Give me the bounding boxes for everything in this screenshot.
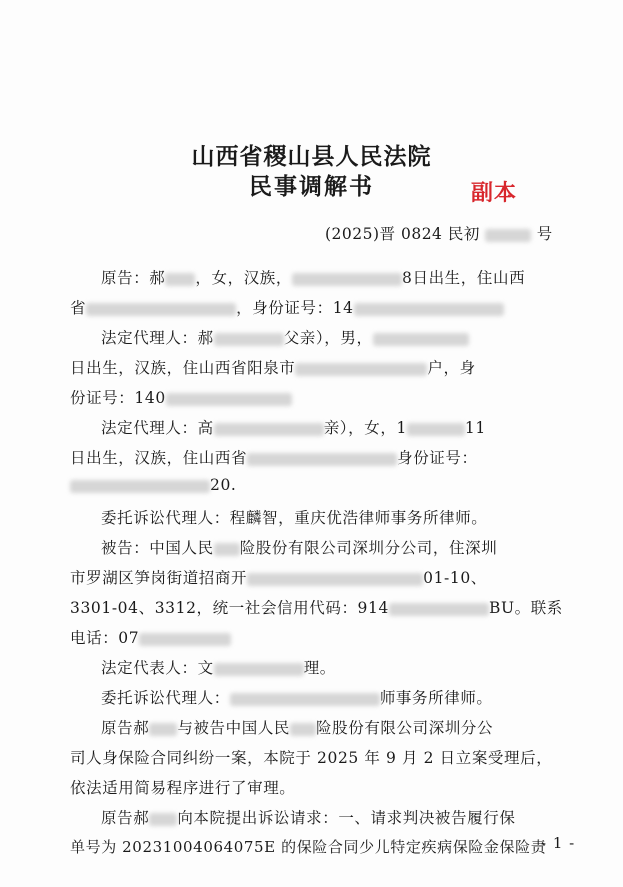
plaintiff-line-2: 省 ，身份证号：14 — [70, 296, 504, 318]
case-facts-line: 原告郝 与被告中国人民 险股份有限公司深圳分公 — [101, 719, 494, 737]
redaction-blur — [295, 363, 427, 376]
redaction-blur — [214, 663, 304, 676]
document-type-title: 民事调解书 — [249, 174, 374, 200]
legal-representative-2-line-2: 日出生，汉族，住山西省 身份证号： — [70, 449, 478, 467]
court-title: 山西省稷山县人民法院 — [191, 144, 432, 170]
case-facts-line-2: 司人身保险合同纠纷一案，本院于 2025 年 9 月 2 日立案受理后， — [70, 749, 553, 767]
legal-representative-2-line-3: 20. — [70, 476, 236, 494]
copy-stamp: 副本 — [471, 181, 518, 206]
redaction-blur — [214, 333, 284, 346]
plaintiff-line: 原告：郝 ，女，汉族， 8日出生，住山西 — [101, 269, 526, 287]
redaction-blur — [407, 423, 465, 436]
case-number-suffix: 号 — [536, 225, 553, 243]
claims-line: 原告郝 向本院提出诉讼请求：一、请求判决被告履行保 — [101, 809, 516, 827]
defendant-line-2: 市罗湖区笋岗街道招商开 01-10、 — [70, 569, 487, 587]
redaction-blur — [485, 229, 531, 242]
defendant-line-3: 3301-04、3312，统一社会信用代码：914 BU。联系 — [70, 599, 563, 617]
redaction-blur — [214, 423, 324, 436]
redaction-blur — [230, 693, 380, 706]
redaction-blur — [139, 633, 231, 646]
case-number — [325, 222, 553, 244]
redaction-blur — [166, 393, 292, 406]
case-number-prefix: (2025)晋 0824 民初 — [325, 225, 480, 243]
redaction-blur — [86, 303, 236, 316]
redaction-blur — [149, 723, 177, 736]
legal-representative-line-3: 份证号：140 — [70, 386, 292, 408]
redaction-blur — [70, 480, 210, 493]
defendant-legal-representative-line: 法定代表人：文 理。 — [101, 659, 336, 677]
defendant-agent-line: 委托诉讼代理人： 师事务所律师。 — [101, 689, 493, 707]
defendant-line: 被告：中国人民 险股份有限公司深圳分公司，住深圳 — [101, 539, 498, 557]
redaction-blur — [290, 723, 316, 736]
defendant-line-4: 电话：07 — [70, 626, 231, 648]
claims-line-2: 单号为 20231004064075E 的保险合同少儿特定疾病保险金保险责 — [70, 838, 547, 856]
redaction-blur — [165, 273, 195, 286]
redaction-blur — [247, 453, 397, 466]
redaction-blur — [373, 333, 469, 346]
redaction-blur — [389, 603, 489, 616]
redaction-blur — [247, 573, 423, 586]
legal-representative-line: 法定代理人：郝 父亲），男， — [101, 326, 469, 348]
legal-representative-2-line: 法定代理人：高 亲），女，1 11 — [101, 419, 486, 437]
page-number: - 1 - — [541, 834, 576, 852]
redaction-blur — [292, 273, 402, 286]
redaction-blur — [214, 543, 240, 556]
case-facts-line-3: 依法适用简易程序进行了审理。 — [70, 779, 296, 797]
redaction-blur — [149, 813, 177, 826]
legal-representative-line-2: 日出生，汉族，住山西省阳泉市 户，身 — [70, 359, 476, 377]
redaction-blur — [354, 303, 504, 316]
litigation-agent-line: 委托诉讼代理人：程麟智，重庆优浩律师事务所律师。 — [101, 509, 488, 527]
